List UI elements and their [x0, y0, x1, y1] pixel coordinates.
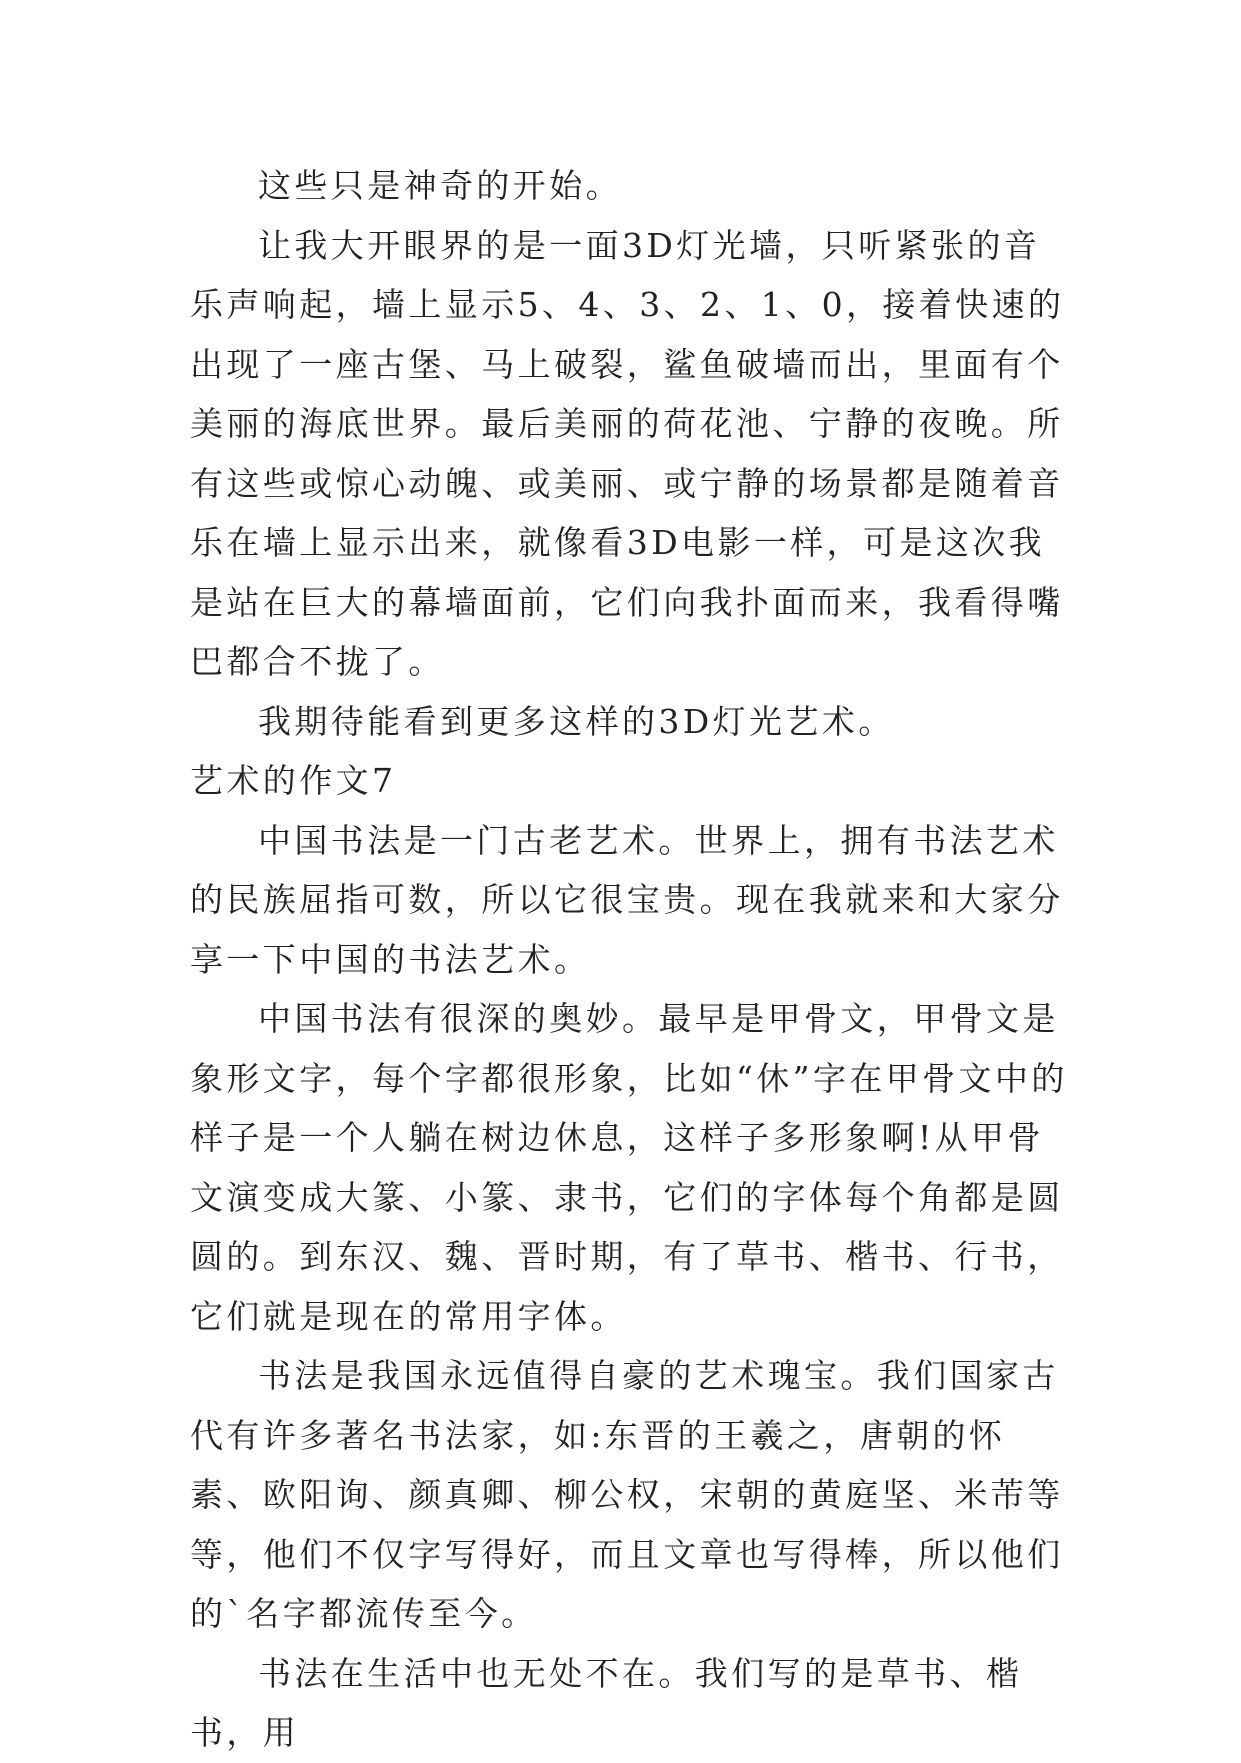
article-body	[190, 156, 1070, 1763]
paragraph: 中国书法有很深的奥妙。最早是甲骨文，甲骨文是象形文字，每个字都很形象，比如“休”字在甲骨文中的样子是一个人躺在树边休息，这样子多形象啊!从甲骨文演变成大篆、小篆、隶书，它们的字体每个角都是圆圆的。到东汉、魏、晋时期，有了草书、楷书、行书，它们就是现在的常用字体。	[190, 999, 1068, 1336]
paragraph: 中国书法是一门古老艺术。世界上，拥有书法艺术的民族屈指可数，所以它很宝贵。现在我就来和大家分享一下中国的书法艺术。	[190, 820, 1064, 979]
paragraph: 书法在生活中也无处不在。我们写的是草书、楷书，用	[190, 1653, 1023, 1752]
paragraph: 让我大开眼界的是一面3D灯光墙，只听紧张的音乐声响起，墙上显示5、4、3、2、1、0，接着快速的出现了一座古堡、马上破裂，鲨鱼破墙而出，里面有个美丽的海底世界。最后美丽的荷花池、宁静的夜晚。所有这些或惊心动魄、或美丽、或宁静的场景都是随着音乐在墙上显示出来，就像看3D电影一样，可是这次我是站在巨大的幕墙面前，它们向我扑面而来，我看得嘴巴都合不拢了。	[190, 225, 1065, 681]
paragraph: 我期待能看到更多这样的3D灯光艺术。	[258, 701, 895, 741]
section-heading: 艺术的作文7	[190, 761, 397, 800]
paragraph: 书法是我国永远值得自豪的艺术瑰宝。我们国家古代有许多著名书法家，如:东晋的王羲之，唐朝的怀素、欧阳询、颜真卿、柳公权，宋朝的黄庭坚、米芾等等，他们不仅字写得好，而且文章也写得棒，所以他们的`名字都流传至今。	[190, 1356, 1064, 1633]
paragraph: 这些只是神奇的开始。	[258, 166, 622, 205]
